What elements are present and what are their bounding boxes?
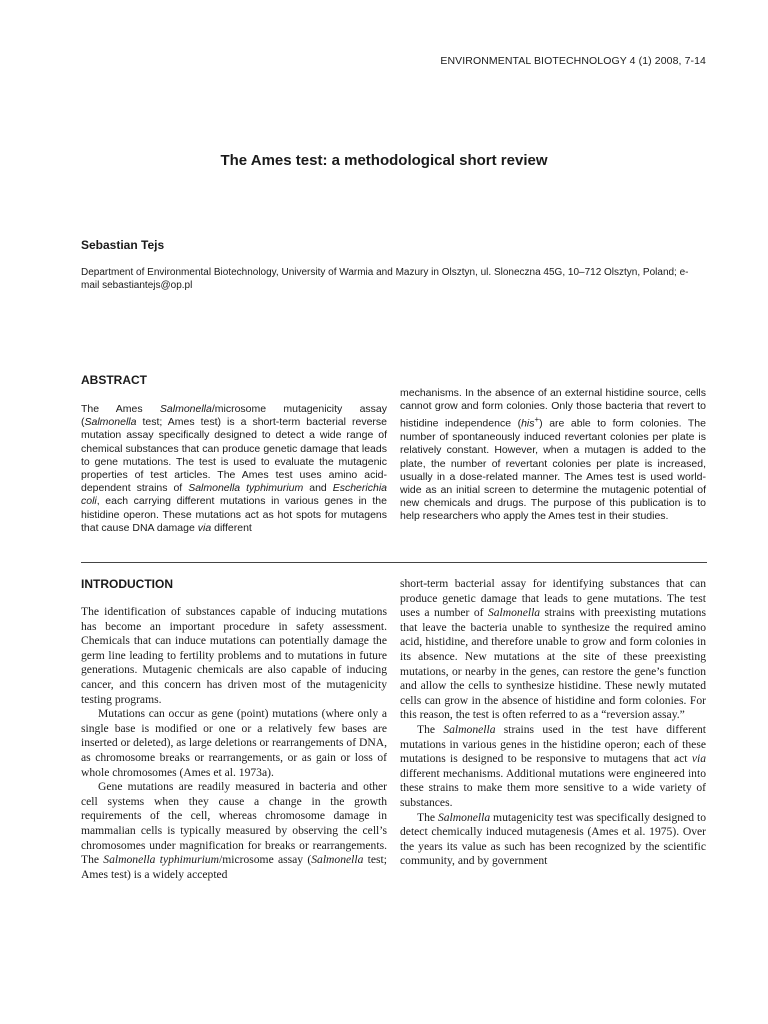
intro-paragraph-4: The Salmonella strains used in the test have different mutations in various genes in the histidine operon; each of these mutations is designed to be responsive to mutagens that act via different mechanisms. Additional mutations were engineered into these strains to make them more sensitive to a wide variety of substances.	[400, 722, 706, 809]
intro-paragraph-1: The identification of substances capable of inducing mutations has become an important procedure in safety assessment. Chemicals that can induce mutations can potentially damage the germ line leading to fertility problems and to mutations in future generations. Mutagenic chemicals are also capable of inducing cancer, and this concern has driven most of the mutagenicity testing programs.	[81, 605, 387, 706]
intro-paragraph-2: Mutations can occur as gene (point) mutations (where only a single base is modified or one or a relatively few bases are inserted or deleted), as large deletions or rearrangements of DNA, as chromosome breaks or rearrangements, or as gain or loss of whole chromosomes (Ames et al. 1973a).	[81, 707, 387, 779]
introduction-heading: INTRODUCTION	[81, 577, 173, 591]
journal-header: ENVIRONMENTAL BIOTECHNOLOGY 4 (1) 2008, 7-14	[440, 55, 706, 67]
abstract-paragraph-part2: mechanisms. In the absence of an external histidine source, cells cannot grow and form colonies. Only those bacteria that revert to histidine independence (his+) are able to form colonies. The number of spontaneously induced revertant colonies per plate is relatively constant. However, when a mutagen is added to the plate, the number of revertant colonies per plate is increased, usually in a dose-related manner. The Ames test is used world-wide as an initial screen to determine the mutagenic potential of new chemicals and drugs. The purpose of this publication is to help researchers who apply the Ames test in their studies.	[400, 387, 706, 523]
introduction-column-right	[400, 577, 706, 869]
author-name: Sebastian Tejs	[81, 238, 165, 252]
section-divider	[81, 562, 707, 563]
author-affiliation: Department of Environmental Biotechnology, University of Warmia and Mazury in Olsztyn, ul. Sloneczna 45G, 10–712 Olsztyn, Poland; e-mail sebastiantejs@op.pl	[81, 267, 689, 291]
abstract-heading: ABSTRACT	[81, 373, 147, 387]
abstract-column-left	[81, 373, 387, 535]
intro-paragraph-3: Gene mutations are readily measured in bacteria and other cell systems when they cause a change in the growth requirements of the cell, whereas chromosome damage in mammalian cells is typically measured by observing the cell’s chromosomes under magnification for breaks or rearrangements. The Salmonella typhimurium/microsome assay (Salmonella test; Ames test) is a widely accepted	[81, 780, 387, 881]
introduction-column-left	[81, 577, 387, 882]
abstract-column-right	[400, 387, 706, 524]
intro-paragraph-5: The Salmonella mutagenicity test was specifically designed to detect chemically induced mutagenesis (Ames et al. 1975). Over the years its value as such has been recognized by the scientific community, and by government	[400, 810, 706, 868]
intro-paragraph-3-continued: short-term bacterial assay for identifying substances that can produce genetic damage that leads to gene mutations. The test uses a number of Salmonella strains with preexisting mutations that leave the bacteria unable to synthesize the required amino acid, histidine, and therefore unable to grow and form colonies in its absence. New mutations at the site of these preexisting mutations, or nearby in the genes, can restore the gene’s function and allow the cells to synthesize histidine. These newly mutated cells can grow in the absence of histidine and form colonies. For this reason, the test is often referred to as a “reversion assay.”	[400, 577, 706, 722]
paper-title: The Ames test: a methodological short review	[220, 152, 548, 169]
abstract-paragraph-part1: The Ames Salmonella/microsome mutagenicity assay (Salmonella test; Ames test) is a short-term bacterial reverse mutation assay specifically designed to detect a wide range of chemical substances that can produce genetic damage that leads to gene mutations. The test is used to evaluate the mutagenic properties of test articles. The Ames test uses amino acid-dependent strains of Salmonella typhimurium and Escherichia coli, each carrying different mutations in various genes in the histidine operon. These mutations act as hot spots for mutagens that cause DNA damage via different	[81, 403, 387, 534]
